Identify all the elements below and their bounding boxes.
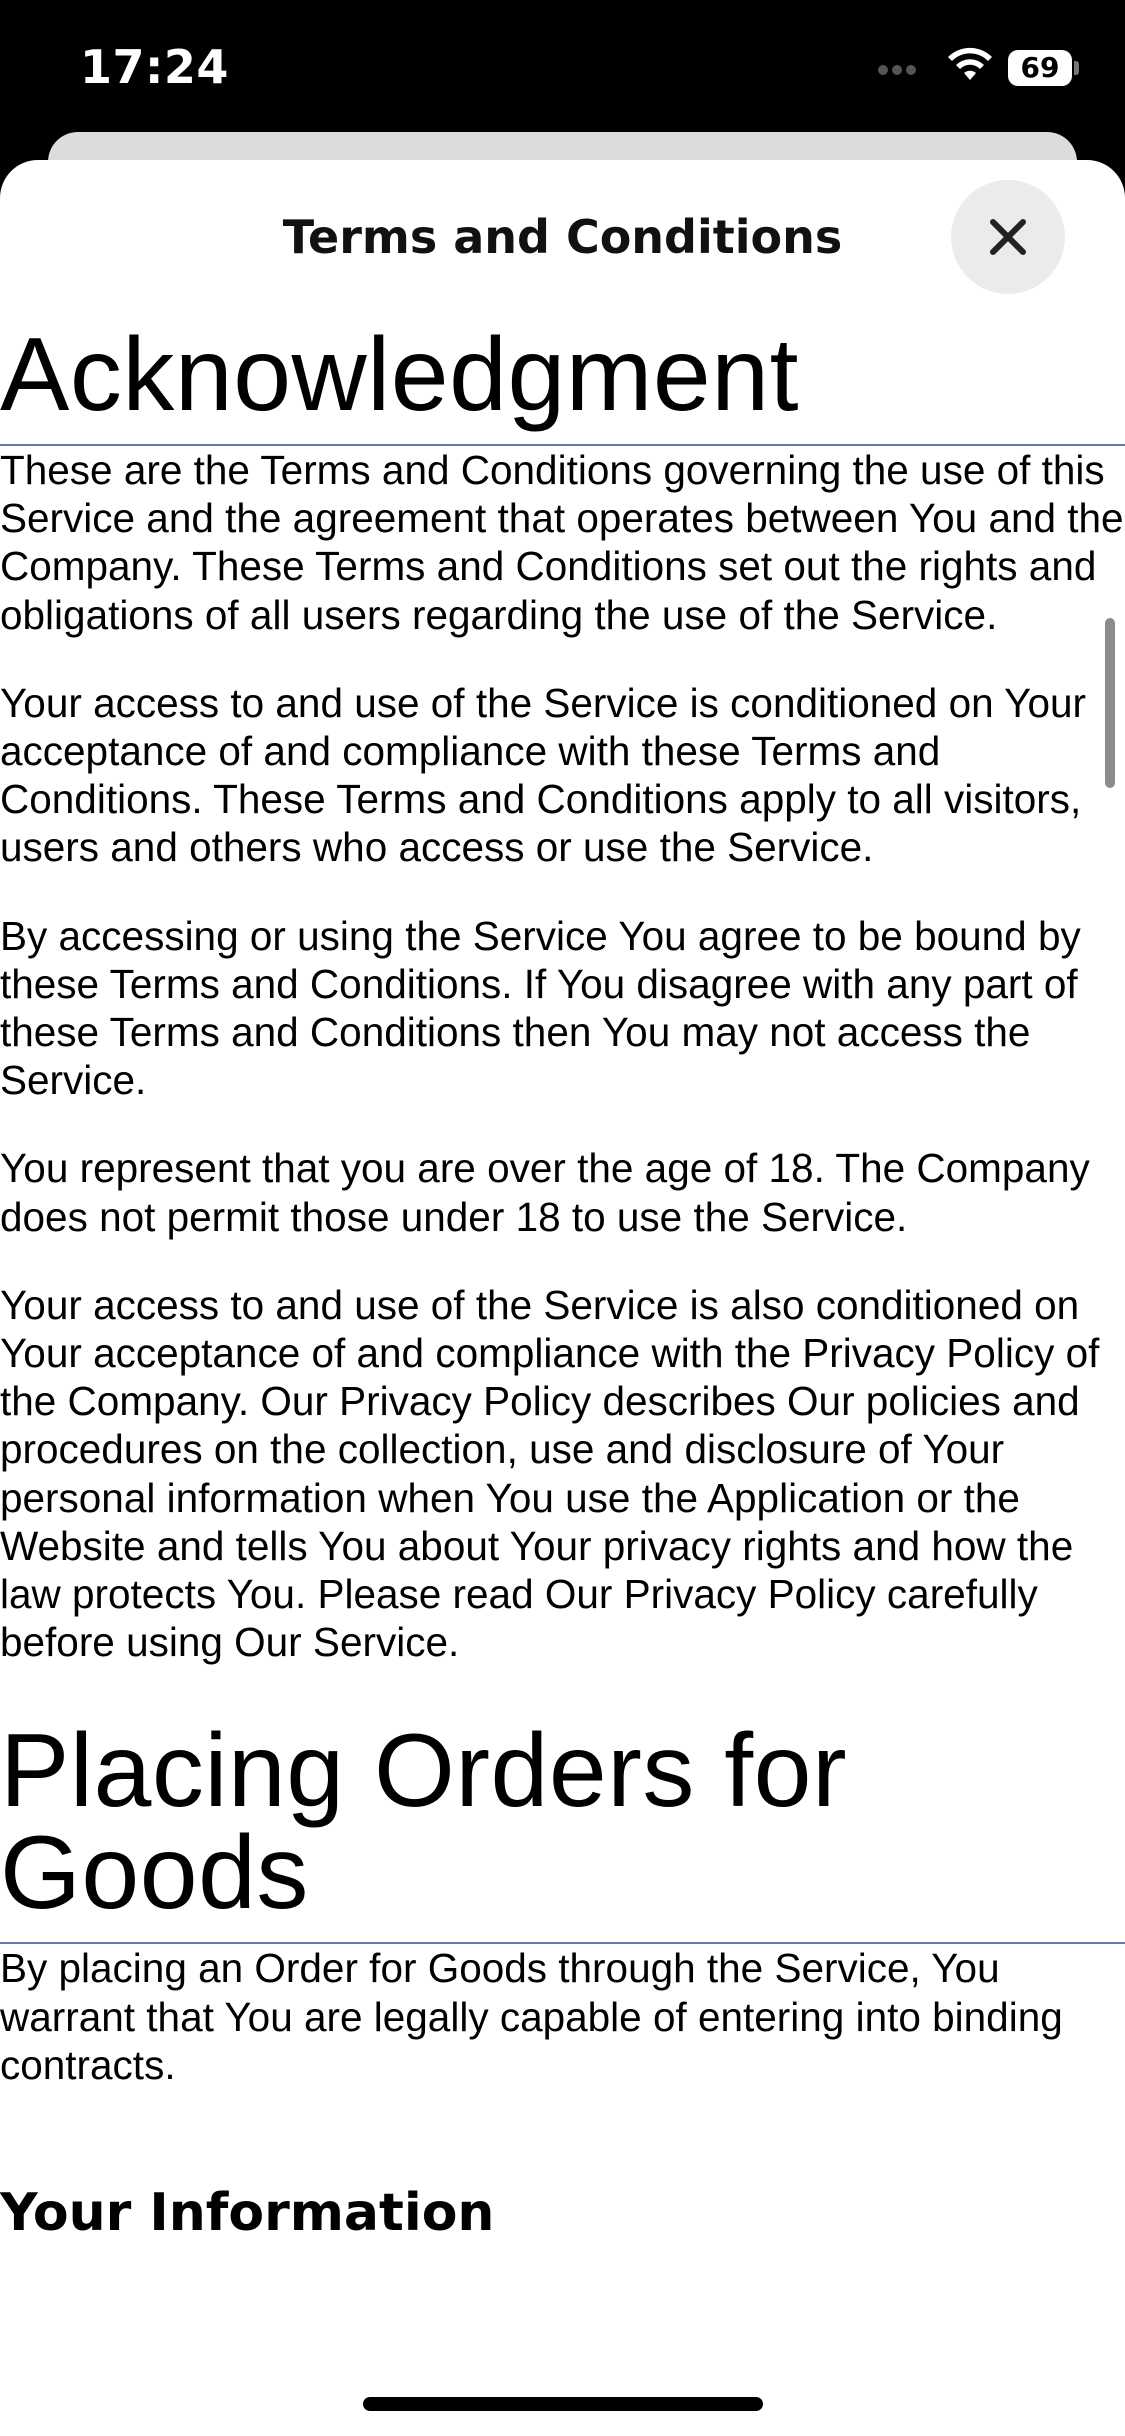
close-button[interactable] (951, 180, 1065, 294)
bottom-area (0, 2340, 1125, 2436)
heading-placing-orders: Placing Orders for Goods (0, 1706, 1125, 1944)
paragraph: These are the Terms and Conditions governing the use of this Service and the agreement that operates between You and the Company. These Terms and Conditions set out the rights and obligations of all users regarding the use of the Service. (0, 447, 1124, 638)
heading-your-information: Your Information (0, 2183, 495, 2244)
battery-icon (1008, 50, 1080, 86)
home-indicator[interactable] (363, 2397, 763, 2411)
scrollbar[interactable] (1105, 618, 1115, 788)
battery-level: 69 (1008, 50, 1072, 86)
paragraph: By accessing or using the Service You agree to be bound by these Terms and Conditions. If You disagree with any part of these Terms and Conditions then You may not access the Service. (0, 912, 1081, 1104)
heading-acknowledgment: Acknowledgment (0, 310, 1125, 446)
paragraph: You represent that you are over the age of 18. The Company does not permit those under 18 to use the Service. (0, 1145, 1090, 1240)
cellular-signal-icon (878, 62, 920, 78)
close-icon (988, 217, 1028, 257)
paragraph: Your access to and use of the Service is conditioned on Your acceptance of and compliance with these Terms and Conditions. These Terms and Conditions apply to all visitors, users and others who access or use the Service. (0, 679, 1086, 871)
paragraph: Your access to and use of the Service is also conditioned on Your acceptance of and compliance with the Privacy Policy of the Company. Our Privacy Policy describes Our policies and procedures on the collection, use and disclosure of Your personal information when You use the Application or the Website and tells You about Your privacy rights and how the law protects You. Please read Our Privacy Policy carefully before using Our Service. (0, 1281, 1100, 1666)
wifi-icon (945, 44, 995, 84)
terms-content[interactable] (0, 310, 1125, 2244)
paragraph: By placing an Order for Goods through the Service, You warrant that You are legally capable of entering into binding contracts. (0, 1945, 1063, 2088)
status-bar (0, 0, 1125, 135)
status-time: 17:24 (80, 40, 229, 94)
terms-sheet (0, 160, 1125, 2436)
sheet-title: Terms and Conditions (282, 210, 843, 264)
